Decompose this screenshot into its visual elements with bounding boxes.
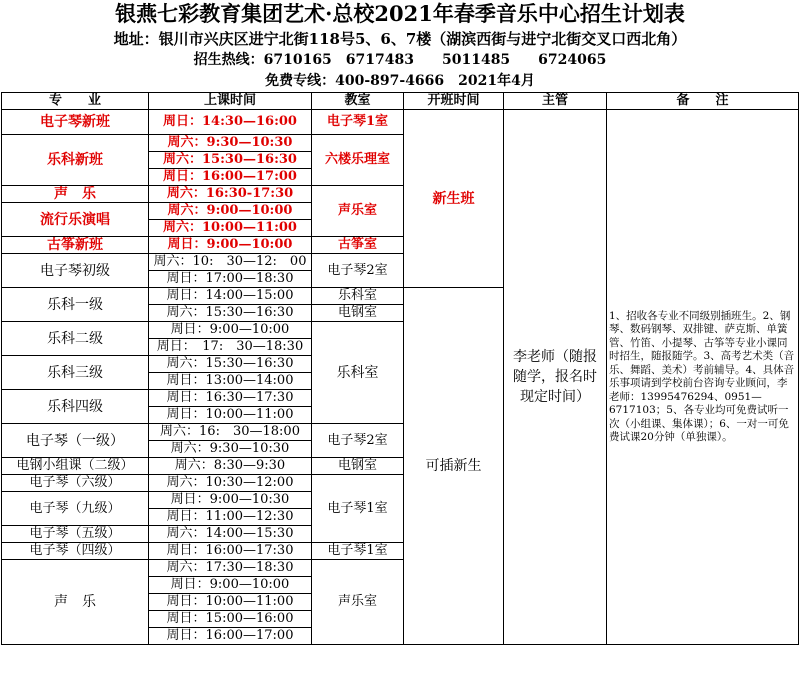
room-cell: 电子琴1室 <box>312 543 404 560</box>
room-cell: 电子琴1室 <box>312 110 404 135</box>
time-cell: 周日：14:00—15:00 <box>149 288 312 305</box>
time-cell: 周日：16:00—17:00 <box>149 169 312 186</box>
header-notes: 备 注 <box>607 93 799 110</box>
time-cell: 周日：13:00—14:00 <box>149 373 312 390</box>
room-cell: 六楼乐理室 <box>312 135 404 186</box>
time-cell: 周日：9:00—10:00 <box>149 322 312 339</box>
time-cell: 周六：8:30—9:30 <box>149 458 312 475</box>
time-cell: 周日：16:00—17:30 <box>149 543 312 560</box>
supervisor-cell: 李老师（随报随学，报名时现定时间） <box>504 110 607 645</box>
time-cell: 周日：14:30—16:00 <box>149 110 312 135</box>
room-cell: 电子琴2室 <box>312 424 404 458</box>
time-cell: 周六：10:30—12:00 <box>149 475 312 492</box>
major-cell: 古筝新班 <box>2 237 149 254</box>
header-open: 开班时间 <box>404 93 504 110</box>
time-cell: 周日：9:00—10:30 <box>149 492 312 509</box>
major-cell: 乐科三级 <box>2 356 149 390</box>
major-cell: 流行乐演唱 <box>2 203 149 237</box>
header-room: 教室 <box>312 93 404 110</box>
header-time: 上课时间 <box>149 93 312 110</box>
major-cell: 电子琴（四级） <box>2 543 149 560</box>
major-cell: 电子琴初级 <box>2 254 149 288</box>
major-cell: 乐科一级 <box>2 288 149 322</box>
time-cell: 周六：9:00—10:00 <box>149 203 312 220</box>
time-cell: 周日：16:00—17:00 <box>149 628 312 645</box>
time-cell: 周日： 17: 30—18:30 <box>149 339 312 356</box>
enrollment-table <box>1 92 799 645</box>
header-supervisor: 主管 <box>504 93 607 110</box>
room-cell: 电钢室 <box>312 305 404 322</box>
header-major: 专 业 <box>2 93 149 110</box>
table-header-row <box>2 93 799 110</box>
room-cell: 电钢室 <box>312 458 404 475</box>
time-cell: 周六：9:30—10:30 <box>149 441 312 458</box>
time-cell: 周六：10:00—11:00 <box>149 220 312 237</box>
major-cell: 乐科二级 <box>2 322 149 356</box>
freeline-line: 免费专线：400-897-4666 2021年4月 <box>265 73 535 89</box>
room-cell: 电子琴1室 <box>312 475 404 543</box>
major-cell: 电子琴（九级） <box>2 492 149 526</box>
major-cell: 电子琴（一级） <box>2 424 149 458</box>
time-cell: 周日：15:00—16:00 <box>149 611 312 628</box>
room-cell: 古筝室 <box>312 237 404 254</box>
time-cell: 周日：9:00—10:00 <box>149 577 312 594</box>
major-cell: 乐科四级 <box>2 390 149 424</box>
major-cell: 电子琴（五级） <box>2 526 149 543</box>
major-cell: 声 乐 <box>2 186 149 203</box>
time-cell: 周六：9:30—10:30 <box>149 135 312 152</box>
room-cell: 声乐室 <box>312 186 404 237</box>
time-cell: 周六：16:30-17:30 <box>149 186 312 203</box>
time-cell: 周六：15:30—16:30 <box>149 305 312 322</box>
major-cell: 电子琴（六级） <box>2 475 149 492</box>
time-cell: 周日：11:00—12:30 <box>149 509 312 526</box>
major-cell: 电钢小组课（二级） <box>2 458 149 475</box>
time-cell: 周六：14:00—15:30 <box>149 526 312 543</box>
time-cell: 周日：10:00—11:00 <box>149 407 312 424</box>
room-cell: 乐科室 <box>312 288 404 305</box>
address-line: 地址：银川市兴庆区进宁北街118号5、6、7楼（湖滨西街与进宁北街交叉口西北角） <box>113 30 687 48</box>
major-cell: 乐科新班 <box>2 135 149 186</box>
time-cell: 周日：16:30—17:30 <box>149 390 312 407</box>
major-cell: 声 乐 <box>2 560 149 645</box>
time-cell: 周日：17:00—18:30 <box>149 271 312 288</box>
hotline-line: 招生热线：6710165 6717483 5011485 6724065 <box>193 52 607 68</box>
open-regular-class: 可插新生 <box>404 288 504 645</box>
major-cell: 电子琴新班 <box>2 110 149 135</box>
room-cell: 电子琴2室 <box>312 254 404 288</box>
room-cell: 声乐室 <box>312 560 404 645</box>
open-new-class: 新生班 <box>404 110 504 288</box>
time-cell: 周六：10: 30—12: 00 <box>149 254 312 271</box>
time-cell: 周六：16: 30—18:00 <box>149 424 312 441</box>
table-row <box>2 110 799 135</box>
time-cell: 周日：9:00—10:00 <box>149 237 312 254</box>
room-cell: 乐科室 <box>312 322 404 424</box>
page-title: 银燕七彩教育集团艺术·总校2021年春季音乐中心招生计划表 <box>115 1 685 26</box>
time-cell: 周六：17:30—18:30 <box>149 560 312 577</box>
time-cell: 周六：15:30—16:30 <box>149 356 312 373</box>
time-cell: 周六：15:30—16:30 <box>149 152 312 169</box>
notes-cell: 1、招收各专业不同级别插班生。2、钢琴、数码钢琴、双排键、萨克斯、单簧管、竹笛、小提琴、古筝等专业小课同时招生，随报随学。3、高考艺术类（音乐、舞蹈、美术）考前辅导。4、具体音乐事项请到学校前台咨询专业顾问，李老师：13995476294、0951—6717103；5、各专业均可免费试听一次（小组课、集体课）；6、一对一可免费试课20分钟（单独课）。 <box>607 110 799 645</box>
time-cell: 周日：10:00—11:00 <box>149 594 312 611</box>
